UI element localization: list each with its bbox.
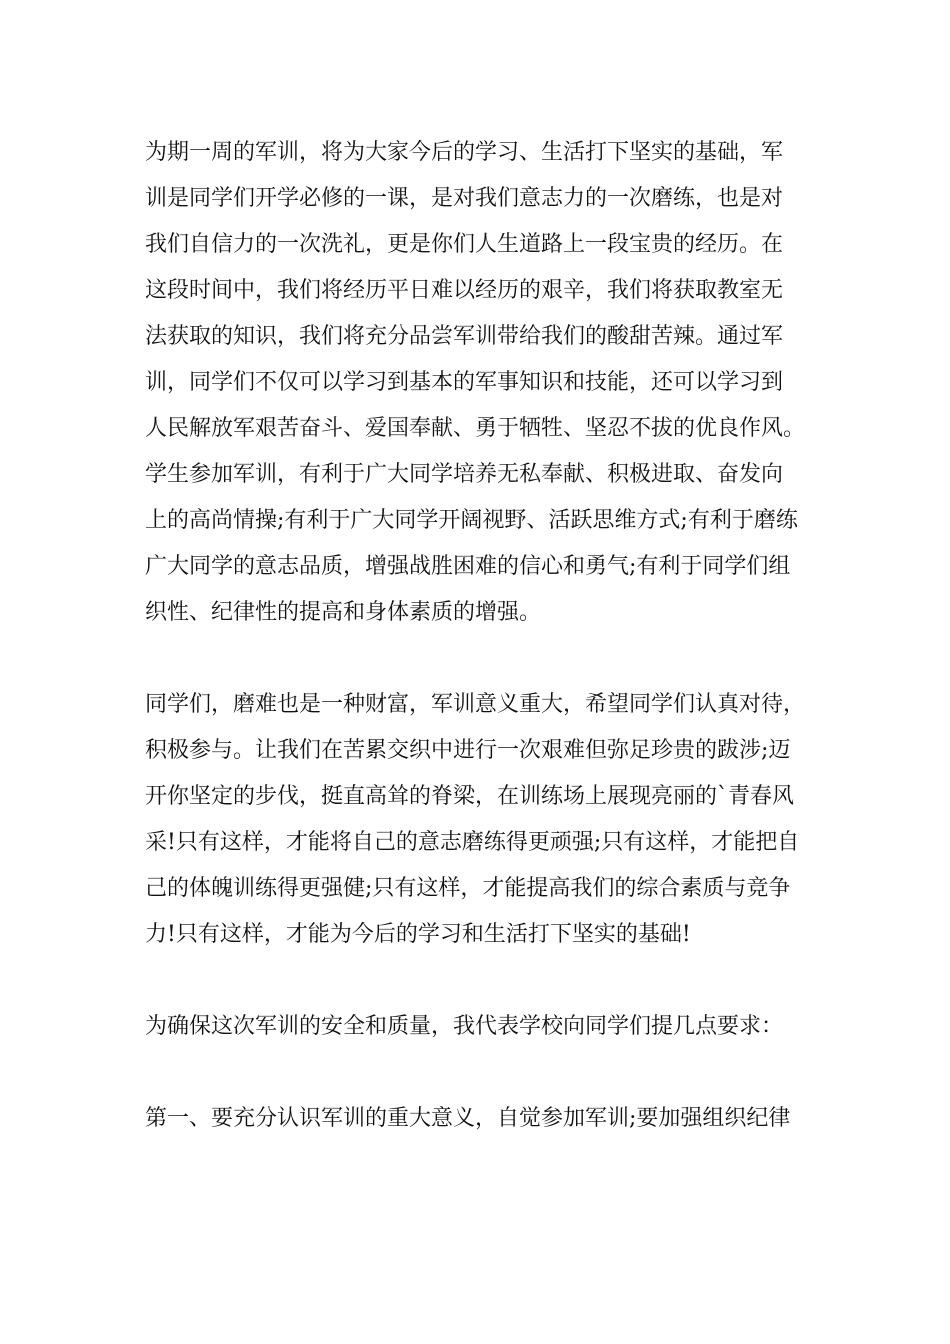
text-line: 训，同学们不仅可以学习到基本的军事知识和技能，还可以学习到 (145, 370, 784, 395)
paragraph-military-training-significance (145, 130, 815, 636)
text-line: 积极参与。让我们在苦累交织中进行一次艰难但弥足珍贵的跋涉;迈 (145, 738, 791, 763)
text-line: 第一、要充分认识军训的重大意义，自觉参加军训;要加强组织纪律 (145, 1106, 791, 1131)
text-line: 开你坚定的步伐，挺直高耸的脊梁，在训练场上展现亮丽的`青春风 (145, 784, 795, 809)
text-line: 法获取的知识，我们将充分品尝军训带给我们的酸甜苦辣。通过军 (145, 324, 784, 349)
text-line: 织性、纪律性的提高和身体素质的增强。 (145, 600, 542, 625)
text-line: 为确保这次军训的安全和质量，我代表学校向同学们提几点要求： (145, 1014, 784, 1039)
text-line: 上的高尚情操;有利于广大同学开阔视野、活跃思维方式;有利于磨练 (145, 508, 798, 533)
text-line: 为期一周的军训，将为大家今后的学习、生活打下坚实的基础，军 (145, 140, 784, 165)
text-line: 己的体魄训练得更强健;只有这样，才能提高我们的综合素质与竞争 (145, 876, 791, 901)
text-line: 力!只有这样，才能为今后的学习和生活打下坚实的基础! (145, 922, 691, 947)
document-body (145, 130, 815, 1142)
paragraph-encouragement (145, 682, 815, 958)
paragraph-requirements-intro (145, 1004, 815, 1050)
text-line: 广大同学的意志品质，增强战胜困难的信心和勇气;有利于同学们组 (145, 554, 791, 579)
text-line: 人民解放军艰苦奋斗、爱国奉献、勇于牺牲、坚忍不拔的优良作风。 (145, 416, 806, 441)
text-line: 采!只有这样，才能将自己的意志磨练得更顽强;只有这样，才能把自 (145, 830, 800, 855)
paragraph-requirement-one (145, 1096, 815, 1142)
text-line: 这段时间中，我们将经历平日难以经历的艰辛，我们将获取教室无 (145, 278, 784, 303)
text-line: 我们自信力的一次洗礼，更是你们人生道路上一段宝贵的经历。在 (145, 232, 784, 257)
text-line: 学生参加军训，有利于广大同学培养无私奉献、积极进取、奋发向 (145, 462, 784, 487)
text-line: 同学们，磨难也是一种财富，军训意义重大，希望同学们认真对待， (145, 692, 806, 717)
text-line: 训是同学们开学必修的一课，是对我们意志力的一次磨练，也是对 (145, 186, 784, 211)
